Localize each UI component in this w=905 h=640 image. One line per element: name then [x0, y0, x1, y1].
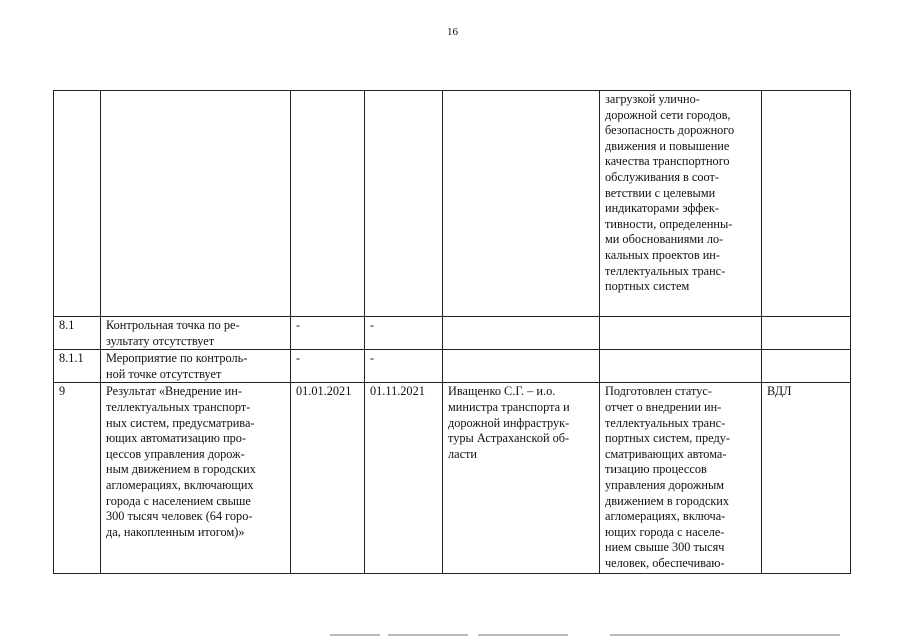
table-row [54, 350, 851, 383]
cell-number [54, 91, 101, 317]
cell-responsible [443, 91, 600, 317]
cell-number: 8.1 [54, 317, 101, 350]
table-row [54, 91, 851, 317]
cell-name: Контрольная точка по ре- зультату отсутствует [101, 317, 291, 350]
cell-result: Подготовлен статус- отчет о внедрении ин- теллектуальных транс- портных систем, преду- сматривающих автома- тизацию процессов управления дорожным движением в городских агломерациях, включа- ющих города с населе- нием свыше 300 тысяч человек, обеспечиваю- [600, 383, 762, 574]
cell-start-date: - [291, 317, 365, 350]
cell-result [600, 317, 762, 350]
table-row [54, 317, 851, 350]
cell-end-date: - [365, 350, 443, 383]
cell-type: ВДЛ [762, 383, 851, 574]
cell-name: Мероприятие по контроль- ной точке отсутствует [101, 350, 291, 383]
cell-responsible: Иващенко С.Г. – и.о. министра транспорта и дорожной инфраструк- туры Астраханской об- ласти [443, 383, 600, 574]
cell-type [762, 317, 851, 350]
cell-number: 9 [54, 383, 101, 574]
cell-end-date [365, 91, 443, 317]
cell-start-date: - [291, 350, 365, 383]
cell-name: Результат «Внедрение ин- теллектуальных транспорт- ных систем, предусматрива- ющих автоматизацию про- цессов управления дорож- ным движением в городских агломерациях, включающих города с населением свыше 300 тысяч человек (64 горо- да, накопленным итогом)» [101, 383, 291, 574]
plan-table [53, 90, 851, 574]
cell-end-date: - [365, 317, 443, 350]
scan-artifact [0, 632, 905, 640]
cell-start-date: 01.01.2021 [291, 383, 365, 574]
cell-type [762, 91, 851, 317]
cell-responsible [443, 317, 600, 350]
table-row [54, 383, 851, 574]
cell-result [600, 350, 762, 383]
cell-result: загрузкой улично- дорожной сети городов, безопасность дорожного движения и повышение качества транспортного обслуживания в соот- ветствии с целевыми индикаторами эффек- тивности, определенны- ми обоснованиями ло- кальных проектов ин- теллектуальных транс- портных систем [600, 91, 762, 317]
cell-name [101, 91, 291, 317]
cell-end-date: 01.11.2021 [365, 383, 443, 574]
cell-number: 8.1.1 [54, 350, 101, 383]
page-number: 16 [447, 26, 458, 38]
cell-type [762, 350, 851, 383]
cell-start-date [291, 91, 365, 317]
cell-responsible [443, 350, 600, 383]
